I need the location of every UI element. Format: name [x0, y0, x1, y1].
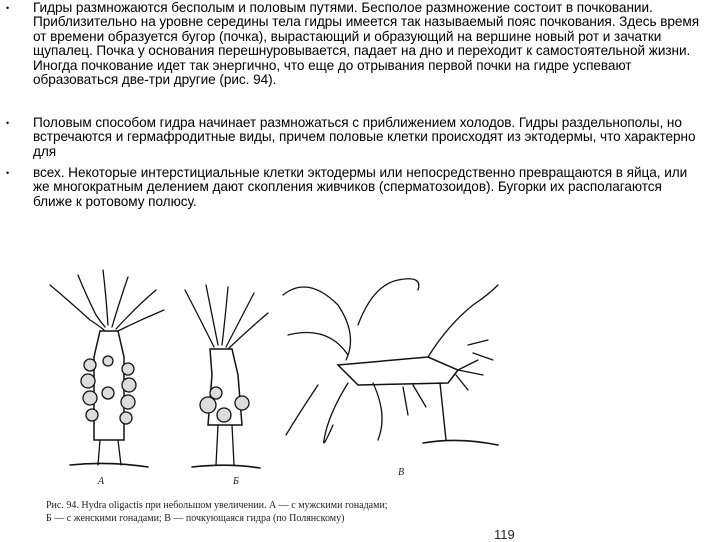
figure-label-c: В [398, 467, 405, 478]
page-number: 119 [494, 527, 515, 542]
paragraph-text: всех. Некоторые интерстициальные клетки эктодермы или непосредственно превращаются в яйца, или же многократным делением дают скопления живчиков (сперматозоидов). Бугорки их располагаются ближе к ротовому полюсу. [33, 165, 688, 209]
hydra-a-drawing [50, 270, 164, 467]
bullet-dot: • [6, 118, 10, 128]
figure-caption [46, 499, 516, 525]
hydra-b-drawing [185, 285, 268, 468]
bullet-dot: • [6, 168, 10, 178]
bullet-dot: • [6, 3, 10, 13]
figure-label-a: А [98, 476, 105, 487]
paragraph-text: Гидры размножаются бесполым и половым путями. Бесполое размножение состоит в почковании. Приблизительно на уровне середины тела гидры имеется так называемый пояс почкования. Здесь время от времени образуется бугор (почка), вырастающий и образующий на вершине новый рот и зачатки щупалец. Почка у основания перешнуровывается, падает на дно и переходит к самостоятельной жизни. Иногда почкование идет так энергично, что еще до отрывания первой почки на гидре успевают образоваться две-три другие (рис. 94). [33, 0, 700, 88]
caption-line-2: Б — с женскими гонадами; В — почкующаяся гидра (по Полянскому) [46, 513, 345, 524]
figure-label-b: Б [233, 476, 239, 487]
caption-line-1: Рис. 94. Hydra oligactis при небольшом увеличении. А — с мужскими гонадами; [46, 500, 388, 511]
hydra-figure [28, 265, 508, 525]
paragraph-text: Половым способом гидра начинает размножаться с приближением холодов. Гидры раздельнополы, но встречаются и гермафродитные виды, причем половые клетки происходят из эктодермы, что характерно для [33, 115, 696, 159]
hydra-c-drawing [283, 279, 498, 445]
